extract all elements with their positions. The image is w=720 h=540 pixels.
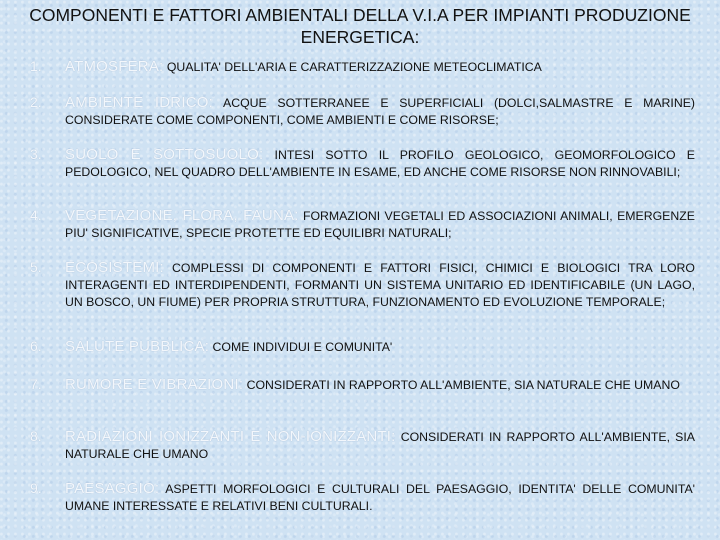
- item-heading: PAESAGGIO:: [65, 480, 160, 497]
- item-text: FORMAZIONI VEGETALI ED ASSOCIAZIONI ANIMALI, EMERGENZE PIU' SIGNIFICATIVE, SPECIE PROTETTE ED EQUILIBRI NATURALI;: [65, 209, 695, 240]
- item-text: ASPETTI MORFOLOGICI E CULTURALI DEL PAESAGGIO, IDENTITA' DELLE COMUNITA' UMANE INTERESSATE E RELATIVI BENI CULTURALI.: [65, 482, 695, 513]
- item-text: CONSIDERATI IN RAPPORTO ALL'AMBIENTE, SIA NATURALE CHE UMANO: [65, 430, 695, 461]
- list-item: [30, 58, 695, 76]
- item-heading: AMBIENTE IDRICO:: [65, 94, 213, 111]
- item-heading: RUMORE E VIBRAZIONI:: [65, 376, 244, 393]
- item-text: COMPLESSI DI COMPONENTI E FATTORI FISICI, CHIMICI E BIOLOGICI TRA LORO INTERAGENTI ED INTERDIPENDENTI, FORMANTI UN SISTEMA UNITARIO ED IDENTIFICABILE (UN LAGO, UN BOSCO, UN FIUME) PER PROPRIA STRUTTURA, FUNZIONAMENTO ED EVOLUZIONE TEMPORALE;: [65, 261, 695, 309]
- item-text: ACQUE SOTTERRANEE E SUPERFICIALI (DOLCI,SALMASTRE E MARINE) CONSIDERATE COME COMPONENTI, COME AMBIENTI E COME RISORSE;: [65, 96, 695, 127]
- list-item: [30, 338, 695, 356]
- item-number: 7.: [30, 376, 42, 392]
- item-number: 5.: [30, 259, 42, 275]
- item-number: 1.: [30, 58, 42, 74]
- item-number: 4.: [30, 207, 42, 223]
- item-heading: SUOLO E SOTTOSUOLO:: [65, 146, 264, 163]
- list-item: [30, 146, 695, 181]
- item-heading: VEGETAZIONE, FLORA, FAUNA:: [65, 207, 299, 224]
- list-item: [30, 207, 695, 242]
- list-item: [30, 428, 695, 463]
- item-number: 8.: [30, 428, 42, 444]
- item-heading: ECOSISTEMI:: [65, 259, 164, 276]
- list-item: [30, 376, 695, 394]
- item-text: CONSIDERATI IN RAPPORTO ALL'AMBIENTE, SIA NATURALE CHE UMANO: [246, 378, 680, 392]
- list-item: [30, 94, 695, 129]
- item-number: 3.: [30, 146, 42, 162]
- item-heading: RADIAZIONI IONIZZANTI E NON-IONIZZANTI:: [65, 428, 396, 445]
- item-number: 6.: [30, 338, 42, 354]
- page-title: COMPONENTI E FATTORI AMBIENTALI DELLA V.I.A PER IMPIANTI PRODUZIONE ENERGETICA:: [29, 5, 691, 47]
- item-heading: SALUTE PUBBLICA:: [65, 338, 210, 355]
- item-text: QUALITA' DELL'ARIA E CARATTERIZZAZIONE METEOCLIMATICA: [166, 60, 542, 74]
- item-number: 9.: [30, 480, 42, 496]
- list-item: [30, 259, 695, 311]
- list-item: [30, 480, 695, 515]
- item-text: COME INDIVIDUI E COMUNITA': [212, 340, 393, 354]
- item-heading: ATMOSFERA:: [65, 58, 164, 75]
- item-number: 2.: [30, 94, 42, 110]
- item-text: INTESI SOTTO IL PROFILO GEOLOGICO, GEOMORFOLOGICO E PEDOLOGICO, NEL QUADRO DELL'AMBIENTE IN ESAME, ED ANCHE COME RISORSE NON RINNOVABILI;: [65, 148, 696, 179]
